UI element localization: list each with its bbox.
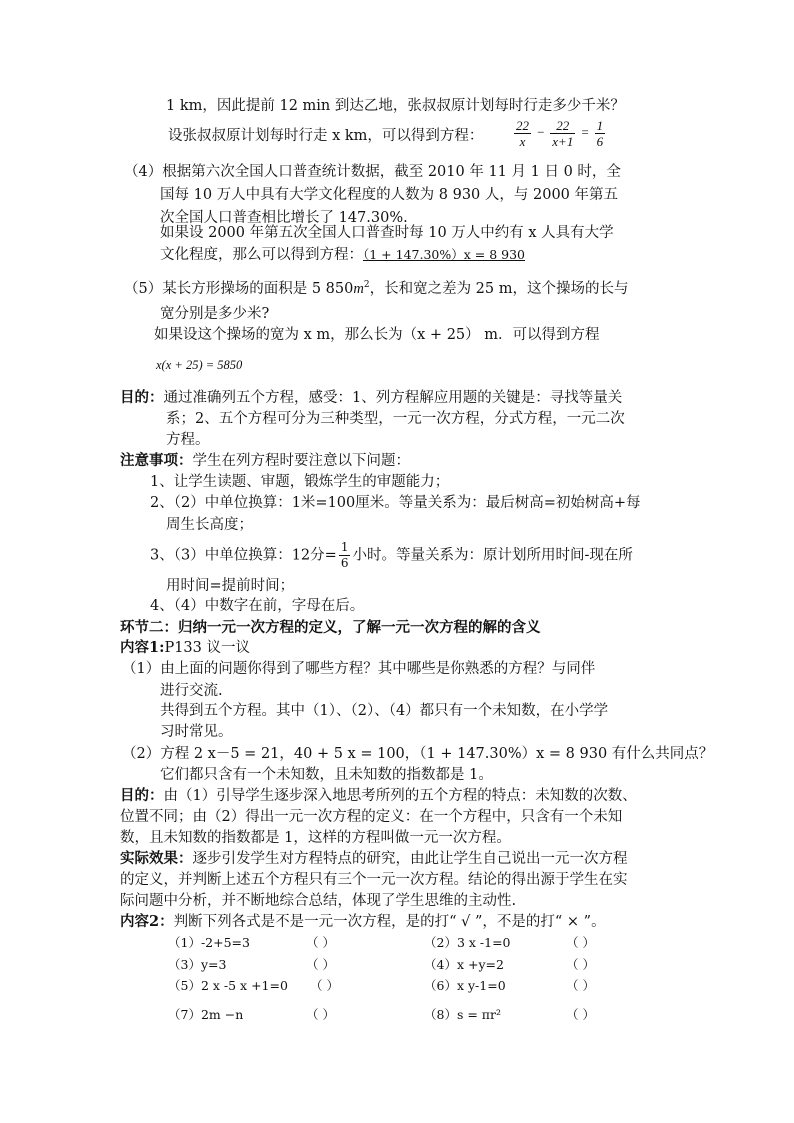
purpose2-line1 (120, 787, 637, 805)
content2-text: 判断下列各式是不是一元一次方程，是的打“ √ ”，不是的打“ × ”。 (173, 914, 606, 930)
effect-label: 实际效果： (120, 850, 193, 867)
problem5-line1 (124, 276, 629, 298)
eq3-c-num: 1 (596, 118, 604, 133)
problem5-line2: 宽分别是多少米? (160, 306, 270, 322)
problem5-unit-sup: 2 (363, 280, 370, 290)
problem5-line3: 如果设这个操场的宽为 x m，那么长为（x + 25） m．可以得到方程 (154, 327, 600, 343)
problem5-line1-b: ，长和宽之差为 25 m，这个操场的长与 (369, 280, 629, 297)
exercise-item: （6）x y-1=0 (424, 978, 506, 993)
exercise-answer-blank[interactable]: （ ） (306, 957, 335, 972)
content1-q2-answer: 它们都只含有一个未知数，且未知数的指数都是 1。 (160, 767, 493, 783)
problem4-line5 (160, 246, 525, 264)
purpose2-text1: 由（1）引导学生逐步深入地思考所列的五个方程的特点：未知数的次数、 (163, 788, 637, 804)
exercise-item: （3）y=3 (168, 957, 227, 972)
problem4-line1: （4）根据第六次全国人口普查统计数据，截至 2010 年 11 月 1 日 0 时，全 (124, 164, 621, 180)
content2-header (120, 913, 606, 931)
purpose2-line3: 数，且未知数的指数都是 1，这样的方程叫做一元一次方程。 (120, 830, 511, 846)
problem3-line1: 1 km，因此提前 12 min 到达乙地，张叔叔原计划每时行走多少千米？ (166, 98, 625, 114)
content1-label: 内容1: (120, 639, 165, 656)
problem5-line1-a: （5）某长方形操场的面积是 5 850 (124, 280, 354, 297)
notes-frac-num: 1 (340, 540, 349, 554)
eq3-b-num: 22 (550, 118, 575, 134)
section2-title: 环节二：归纳一元一次方程的定义，了解一元一次方程的解的含义 (120, 619, 541, 636)
notes-item4: 4、（4）中数字在前，字母在后。 (150, 598, 365, 614)
exercise-answer-blank[interactable]: （ ） (566, 1007, 595, 1022)
problem4-line4: 如果设 2000 年第五次全国人口普查时每 10 万人中约有 x 人具有大学 (160, 225, 614, 241)
notes-line0 (120, 452, 410, 470)
problem4-line3: 次全国人口普查相比增长了 147.30%. (160, 210, 408, 226)
exercise-answer-blank[interactable]: （ ） (566, 935, 595, 950)
problem4-line2: 国每 10 万人中具有大学文化程度的人数为 8 930 人，与 2000 年第五 (160, 187, 619, 203)
notes-item2: 2、（2）中单位换算：1米=100厘米。等量关系为：最后树高=初始树高+每 (150, 495, 641, 511)
notes-item3 (150, 540, 633, 571)
eq3-a-num: 22 (516, 118, 529, 133)
content1-q1-line3: 共得到五个方程。其中（1）、（2）、（4）都只有一个未知数，在小学学 (160, 703, 609, 719)
exercise-item: （2）3 x -1=0 (424, 935, 511, 950)
purpose1-label: 目的： (120, 389, 164, 406)
exercise-item: （4）x +y=2 (424, 957, 504, 972)
notes-intro: 学生在列方程时要注意以下问题： (192, 453, 410, 469)
eq3-minus: − (536, 124, 546, 140)
effect-line3: 际问题中分析，并不断地综合总结，体现了学生思维的主动性. (120, 893, 517, 909)
exercise-answer-blank[interactable]: （ ） (566, 978, 595, 993)
effect-line2: 的定义，并判断上述五个方程只有三个一元一次方程。结论的得出源于学生在实 (120, 872, 628, 888)
content1-title: P133 议一议 (164, 640, 250, 656)
eq3-a-den: x (519, 134, 526, 149)
exercise-answer-blank[interactable]: （ ） (306, 935, 335, 950)
purpose1-text1: 通过准确列五个方程，感受：1、列方程解应用题的关键是：寻找等量关 (163, 390, 623, 406)
effect-line1 (120, 850, 628, 868)
content1-q1-line1: （1）由上面的问题你得到了哪些方程？其中哪些是你熟悉的方程？与同伴 (122, 661, 596, 677)
problem3-line2: 设张叔叔原计划每时行走 x km，可以得到方程： (168, 128, 484, 144)
problem5-equation: x(x + 25) = 5850 (156, 358, 243, 372)
problem4-line5-text: 文化程度，那么可以得到方程： (160, 247, 363, 263)
exercise-item: （5）2 x -5 x +1=0 (168, 978, 288, 993)
purpose2-line2: 位置不同；由（2）得出一元一次方程的定义：在一个方程中，只含有一个未知 (120, 809, 623, 825)
purpose1-line1 (120, 389, 622, 407)
purpose2-label: 目的： (120, 787, 164, 804)
exercise-answer-blank[interactable]: （ ） (310, 978, 339, 993)
content2-label: 内容2： (120, 913, 174, 930)
exercise-answer-blank[interactable]: （ ） (566, 957, 595, 972)
equation-problem3 (512, 118, 607, 149)
purpose1-line2: 系；2、五个方程可分为三种类型，一元一次方程，分式方程，一元二次 (166, 411, 625, 427)
problem5-unit: m (353, 280, 364, 297)
notes-item2-cont: 周生长高度； (166, 517, 253, 533)
eq3-c-den: 6 (596, 134, 604, 149)
exercise-answer-blank[interactable]: （ ） (306, 1007, 335, 1022)
content1-header (120, 639, 250, 657)
effect-text1: 逐步引发学生对方程特点的研究，由此让学生自己说出一元一次方程 (192, 851, 628, 867)
content1-q1-line2: 进行交流. (160, 683, 223, 699)
notes-item3-cont: 用时间=提前时间； (166, 578, 295, 594)
eq3-b-den: x+1 (552, 134, 574, 149)
notes-frac-den: 6 (340, 556, 349, 570)
notes-item1: 1、让学生读题、审题，锻炼学生的审题能力； (150, 474, 450, 490)
purpose1-line3: 方程。 (166, 432, 210, 448)
notes-label: 注意事项： (120, 452, 193, 469)
problem4-equation: （1 + 147.30%）x = 8 930 (363, 247, 525, 262)
exercise-item: （7）2m −n (168, 1007, 244, 1022)
exercise-item: （8）s = πr² (424, 1007, 501, 1022)
eq3-equals: = (580, 124, 590, 140)
exercise-item: （1）-2+5=3 (168, 935, 250, 950)
notes-item3-a: 3、（3）中单位换算：12分= (150, 547, 337, 564)
content1-q1-line4: 习时常见。 (160, 724, 233, 740)
content1-q2: （2）方程 2 x－5 = 21，40 + 5 x = 100，（1 + 147.30%）x = 8 930 有什么共同点？ (122, 746, 714, 762)
notes-item3-b: 小时。等量关系为：原计划所用时间-现在所 (352, 547, 633, 564)
